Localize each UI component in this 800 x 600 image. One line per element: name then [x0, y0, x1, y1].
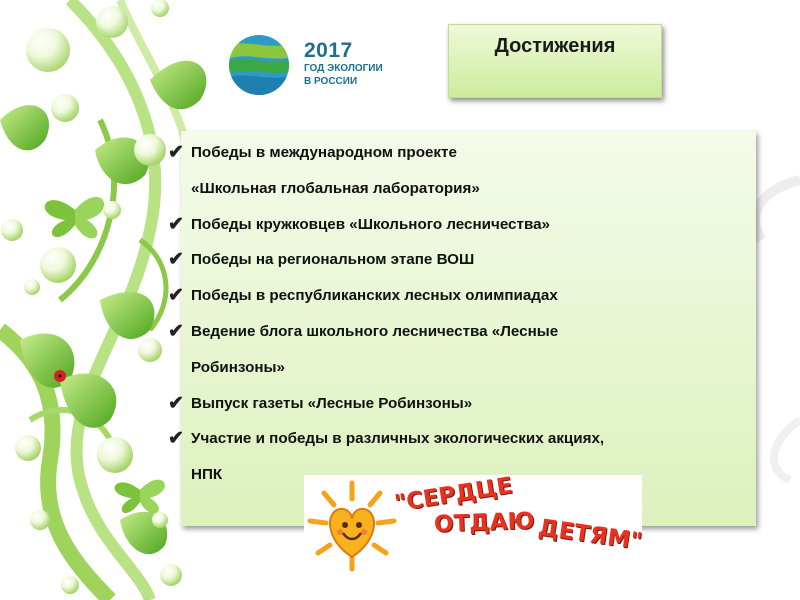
list-item-text: Победы в республиканских лесных олимпиадах: [191, 287, 558, 305]
year-of-ecology-logo: [226, 34, 416, 96]
logo-year: 2017: [304, 39, 353, 62]
list-item: [168, 278, 748, 314]
check-mark-icon: ✔: [168, 142, 184, 163]
list-item-text: Робинзоны»: [191, 358, 285, 376]
list-item-text: Выпуск газеты «Лесные Робинзоны»: [191, 394, 473, 412]
achievements-list: [168, 135, 748, 493]
logo-line1: ГОД ЭКОЛОГИИ: [304, 63, 383, 74]
heart-to-children-banner: [304, 472, 644, 578]
list-item: [168, 171, 748, 207]
check-mark-icon: ✔: [168, 392, 184, 414]
list-item: [168, 207, 748, 243]
list-item-text: НПК: [191, 466, 223, 484]
banner-quote-open: ": [392, 489, 409, 518]
title-box: [448, 24, 662, 98]
check-mark-icon: ✔: [168, 213, 184, 235]
check-mark-icon: ✔: [168, 249, 184, 271]
banner-word-2: ОТДАЮ: [433, 508, 535, 538]
logo-line2: В РОССИИ: [304, 76, 358, 87]
banner-word-1: СЕРДЦЕ: [404, 472, 515, 516]
list-item-text: Победы в международном проекте: [191, 144, 457, 161]
check-mark-icon: ✔: [168, 285, 184, 307]
list-item: [168, 135, 748, 171]
list-item-text: Победы кружковцев «Школьного лесничества»: [191, 215, 550, 233]
page-title: Достижения: [494, 35, 616, 57]
list-item-text: Победы на региональном этапе ВОШ: [191, 251, 475, 269]
list-item: [168, 386, 748, 422]
list-item-text: Участие и победы в различных экологических акциях,: [191, 430, 605, 448]
check-mark-icon: ✔: [168, 320, 184, 342]
list-item-text: Ведение блога школьного лесничества «Лесные: [191, 322, 559, 340]
banner-quote-close: ": [628, 527, 644, 556]
ecology-globe-icon: [226, 34, 296, 96]
list-item-text: «Школьная глобальная лаборатория»: [191, 179, 480, 197]
banner-word-3: ДЕТЯМ: [536, 514, 632, 554]
check-mark-icon: ✔: [168, 428, 184, 450]
list-item: [168, 350, 748, 386]
list-item: [168, 314, 748, 350]
list-item: [168, 242, 748, 278]
list-item: [168, 421, 748, 457]
smiling-sun-heart-icon: [304, 475, 404, 578]
